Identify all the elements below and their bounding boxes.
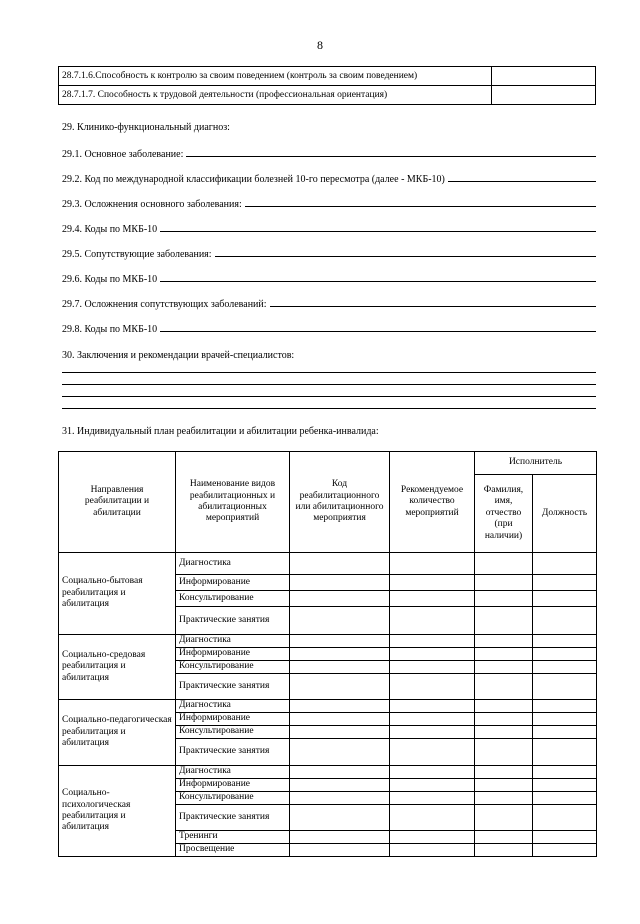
measure-cell: Информирование (176, 648, 290, 661)
name-cell[interactable] (475, 792, 533, 805)
fill-line[interactable] (448, 172, 596, 182)
table-row (59, 635, 597, 648)
field-label: 29.3. Осложнения основного заболевания: (62, 199, 242, 210)
name-cell[interactable] (475, 591, 533, 607)
code-cell[interactable] (290, 575, 390, 591)
section-31-title: 31. Индивидуальный план реабилитации и абилитации ребенка-инвалида: (62, 426, 379, 437)
quantity-cell[interactable] (390, 700, 475, 713)
position-cell[interactable] (533, 844, 597, 857)
measure-cell: Информирование (176, 713, 290, 726)
capability-value[interactable] (492, 86, 596, 105)
position-cell[interactable] (533, 674, 597, 700)
code-cell[interactable] (290, 805, 390, 831)
quantity-cell[interactable] (390, 648, 475, 661)
position-cell[interactable] (533, 607, 597, 635)
field-29-8 (62, 322, 596, 335)
position-cell[interactable] (533, 661, 597, 674)
code-cell[interactable] (290, 648, 390, 661)
position-cell[interactable] (533, 805, 597, 831)
name-cell[interactable] (475, 607, 533, 635)
field-29-6 (62, 272, 596, 285)
fill-line[interactable] (270, 297, 596, 307)
code-cell[interactable] (290, 700, 390, 713)
name-cell[interactable] (475, 805, 533, 831)
code-cell[interactable] (290, 661, 390, 674)
code-cell[interactable] (290, 726, 390, 739)
name-cell[interactable] (475, 713, 533, 726)
name-cell[interactable] (475, 553, 533, 575)
measure-cell: Информирование (176, 575, 290, 591)
position-cell[interactable] (533, 766, 597, 779)
position-cell[interactable] (533, 739, 597, 766)
name-cell[interactable] (475, 674, 533, 700)
code-cell[interactable] (290, 739, 390, 766)
table-row (59, 553, 597, 575)
table-row (59, 700, 597, 713)
measure-cell: Практические занятия (176, 607, 290, 635)
section-30-title: 30. Заключения и рекомендации врачей-специалистов: (62, 350, 295, 361)
name-cell[interactable] (475, 739, 533, 766)
code-cell[interactable] (290, 607, 390, 635)
name-cell[interactable] (475, 831, 533, 844)
measure-cell: Консультирование (176, 792, 290, 805)
fill-line[interactable] (160, 322, 596, 332)
name-cell[interactable] (475, 766, 533, 779)
code-cell[interactable] (290, 766, 390, 779)
measure-cell: Практические занятия (176, 805, 290, 831)
name-cell[interactable] (475, 726, 533, 739)
quantity-cell[interactable] (390, 591, 475, 607)
direction-cell: Социально-средовая реабилитация и абилитация (59, 635, 176, 700)
header-direction: Направления реабилитации и абилитации (59, 452, 176, 553)
measure-cell: Диагностика (176, 766, 290, 779)
quantity-cell[interactable] (390, 792, 475, 805)
position-cell[interactable] (533, 779, 597, 792)
measure-cell: Информирование (176, 779, 290, 792)
quantity-cell[interactable] (390, 831, 475, 844)
measure-cell: Практические занятия (176, 739, 290, 766)
header-code: Код реабилитационного или абилитационного мероприятия (290, 452, 390, 553)
code-cell[interactable] (290, 831, 390, 844)
page-number: 8 (317, 38, 323, 52)
header-measures: Наименование видов реабилитационных и абилитационных мероприятий (176, 452, 290, 553)
quantity-cell[interactable] (390, 635, 475, 648)
recommendation-line[interactable] (62, 384, 596, 385)
header-executor: Исполнитель (475, 452, 597, 475)
position-cell[interactable] (533, 792, 597, 805)
code-cell[interactable] (290, 591, 390, 607)
name-cell[interactable] (475, 635, 533, 648)
field-label: 29.4. Коды по МКБ-10 (62, 224, 158, 235)
field-29-2 (62, 172, 596, 185)
quantity-cell[interactable] (390, 661, 475, 674)
quantity-cell[interactable] (390, 805, 475, 831)
measure-cell: Тренинги (176, 831, 290, 844)
recommendation-line[interactable] (62, 372, 596, 373)
field-label: 29.2. Код по международной классификации болезней 10-го пересмотра (далее - МКБ-10) (62, 174, 445, 185)
code-cell[interactable] (290, 635, 390, 648)
quantity-cell[interactable] (390, 674, 475, 700)
position-cell[interactable] (533, 726, 597, 739)
quantity-cell[interactable] (390, 779, 475, 792)
capabilities-table (58, 66, 596, 105)
code-cell[interactable] (290, 844, 390, 857)
fill-line[interactable] (160, 272, 596, 282)
position-cell[interactable] (533, 635, 597, 648)
name-cell[interactable] (475, 844, 533, 857)
name-cell[interactable] (475, 779, 533, 792)
name-cell[interactable] (475, 700, 533, 713)
measure-cell: Консультирование (176, 591, 290, 607)
field-label: 29.6. Коды по МКБ-10 (62, 274, 158, 285)
table-row (59, 86, 596, 105)
code-cell[interactable] (290, 674, 390, 700)
name-cell[interactable] (475, 575, 533, 591)
name-cell[interactable] (475, 661, 533, 674)
recommendation-line[interactable] (62, 396, 596, 397)
quantity-cell[interactable] (390, 739, 475, 766)
field-29-1 (62, 147, 596, 160)
quantity-cell[interactable] (390, 726, 475, 739)
name-cell[interactable] (475, 648, 533, 661)
quantity-cell[interactable] (390, 553, 475, 575)
fill-line[interactable] (215, 247, 596, 257)
measure-cell: Практические занятия (176, 674, 290, 700)
code-cell[interactable] (290, 553, 390, 575)
measure-cell: Диагностика (176, 700, 290, 713)
quantity-cell[interactable] (390, 575, 475, 591)
quantity-cell[interactable] (390, 713, 475, 726)
quantity-cell[interactable] (390, 607, 475, 635)
field-label: 29.5. Сопутствующие заболевания: (62, 249, 212, 260)
capability-label: 28.7.1.7. Способность к трудовой деятельности (профессиональная ориентация) (59, 86, 492, 105)
quantity-cell[interactable] (390, 766, 475, 779)
direction-cell: Социально-педагогическая реабилитация и абилитация (59, 700, 176, 766)
position-cell[interactable] (533, 713, 597, 726)
rehabilitation-plan-table (58, 451, 597, 857)
fill-line[interactable] (186, 147, 596, 157)
position-cell[interactable] (533, 575, 597, 591)
section-29-title: 29. Клинико-функциональный диагноз: (62, 122, 230, 133)
direction-cell: Социально-бытовая реабилитация и абилитация (59, 553, 176, 635)
position-cell[interactable] (533, 553, 597, 575)
capability-value[interactable] (492, 67, 596, 86)
code-cell[interactable] (290, 779, 390, 792)
field-29-7 (62, 297, 596, 310)
header-quantity: Рекомендуемое количество мероприятий (390, 452, 475, 553)
field-label: 29.8. Коды по МКБ-10 (62, 324, 158, 335)
direction-cell: Социально-психологическая реабилитация и абилитация (59, 766, 176, 857)
position-cell[interactable] (533, 648, 597, 661)
field-29-5 (62, 247, 596, 260)
measure-cell: Консультирование (176, 726, 290, 739)
table-header-row (59, 452, 597, 475)
capability-label: 28.7.1.6.Способность к контролю за своим поведением (контроль за своим поведением) (59, 67, 492, 86)
field-label: 29.7. Осложнения сопутствующих заболеваний: (62, 299, 267, 310)
header-name: Фамилия, имя, отчество (при наличии) (475, 475, 533, 553)
position-cell[interactable] (533, 591, 597, 607)
code-cell[interactable] (290, 792, 390, 805)
header-position: Должность (533, 475, 597, 553)
measure-cell: Консультирование (176, 661, 290, 674)
measure-cell: Просвещение (176, 844, 290, 857)
measure-cell: Диагностика (176, 635, 290, 648)
position-cell[interactable] (533, 700, 597, 713)
fill-line[interactable] (245, 197, 596, 207)
table-row (59, 67, 596, 86)
recommendation-line[interactable] (62, 408, 596, 409)
measure-cell: Диагностика (176, 553, 290, 575)
code-cell[interactable] (290, 713, 390, 726)
field-29-3 (62, 197, 596, 210)
fill-line[interactable] (160, 222, 596, 232)
position-cell[interactable] (533, 831, 597, 844)
field-label: 29.1. Основное заболевание: (62, 149, 184, 160)
table-row (59, 766, 597, 779)
field-29-4 (62, 222, 596, 235)
quantity-cell[interactable] (390, 844, 475, 857)
